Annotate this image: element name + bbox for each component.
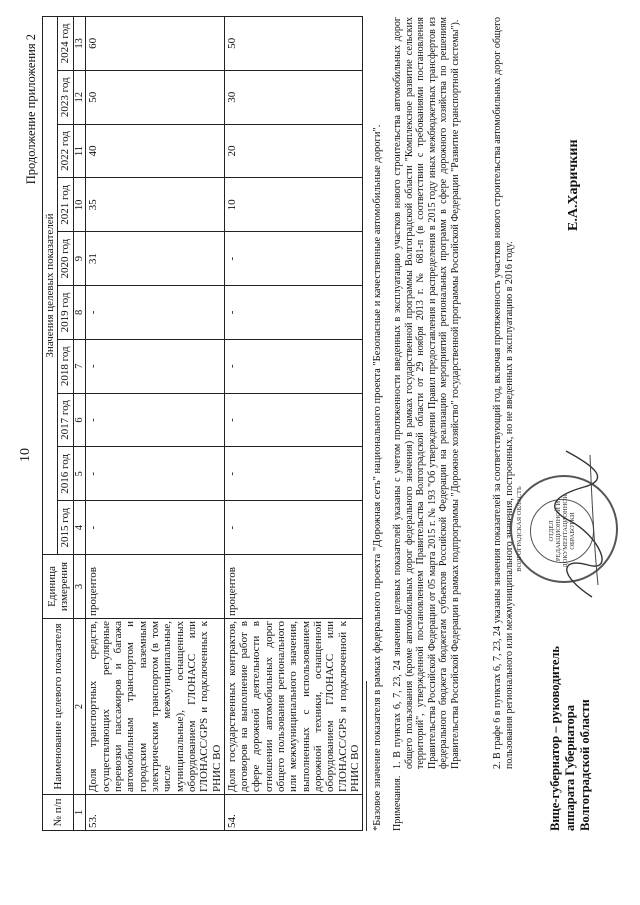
table-column-numbers-row (73, 17, 86, 831)
value-cell: 60 (86, 17, 224, 71)
column-number: 9 (73, 232, 86, 286)
column-number: 12 (73, 70, 86, 124)
col-header-year: 2020 год (58, 232, 73, 286)
column-number: 5 (73, 447, 86, 501)
column-number: 3 (73, 555, 86, 619)
col-header-year: 2021 год (58, 178, 73, 232)
column-number: 10 (73, 178, 86, 232)
value-cell: - (224, 339, 362, 393)
value-cell: 31 (86, 232, 224, 286)
column-number: 4 (73, 501, 86, 555)
handwritten-signature (548, 445, 608, 605)
signatory-title-line: Вице-губернатор – руководитель (548, 645, 562, 831)
signatory-name: Е.А.Харичкин (566, 139, 581, 231)
table-row (224, 17, 362, 831)
row-number: 54. (224, 795, 362, 831)
table-row (86, 17, 224, 831)
indicator-unit: процентов (224, 555, 362, 619)
stamp-center-text: ОТДЕЛ РЕДАКЦИОННОЙ И ДОКУМЕНТАЦИОННОЙ ОБРАБОТКИ (548, 494, 576, 568)
stamp-ring-text: ВОЛГОГРАДСКАЯ ОБЛАСТЬ (516, 486, 523, 572)
col-header-year: 2015 год (58, 501, 73, 555)
value-cell: - (224, 232, 362, 286)
column-number: 1 (73, 795, 86, 831)
table-header-row (43, 17, 58, 831)
page-number: 10 (18, 448, 33, 462)
column-number: 2 (73, 619, 86, 795)
column-number: 13 (73, 17, 86, 71)
row-number: 53. (86, 795, 224, 831)
col-header-year: 2023 год (58, 70, 73, 124)
col-header-year: 2016 год (58, 447, 73, 501)
signatory-title-line: аппарата Губернатора (563, 705, 577, 831)
col-header-year: 2017 год (58, 393, 73, 447)
col-header-name: Наименование целевого показателя (43, 619, 74, 795)
note-1: 1. В пунктах 6, 7, 23, 24 значения целевых показателей указаны с учетом протяженности введенных в эксплуатацию участков нового строительства автомобильных дорог общего пользования (кроме автомобильных дорог федерального значения) в рамках государственной программы Волгоградской области "Комплексное развитие сельских территорий", утвержденной постановлением Правительства Волгоградской области от 29 ноября 2013 г. № 681-п (в соответствии с требованиями постановления Правительства Российской Федерации от 05 марта 2015 г. № 193 "Об утверждении Правил предоставления и распределения в 2015 году иных межбюджетных трансфертов из федерального бюджета бюджетам субъектов Российской Федерации на реализацию мероприятий региональных программ в сфере дорожного хозяйства по решениям Правительства Российской Федерации в рамках подпрограммы "Дорожное хозяйство" государственной программы Российской Федерации "Развитие транспортной системы"). (392, 17, 461, 769)
continuation-label: Продолжение приложения 2 (24, 34, 38, 185)
col-header-year: 2022 год (58, 124, 73, 178)
col-header-values-group: Значения целевых показателей (43, 17, 58, 555)
signatory-title-line: Волгоградской области (578, 699, 592, 831)
column-number: 8 (73, 286, 86, 340)
value-cell: - (86, 501, 224, 555)
indicator-name: Доля транспортных средств, осуществляющих регулярные перевозки пассажиров и багажа автомобильным транспортом и городским наземным электрическим транспортом (в том числе межмуниципальные, муниципальные), оснащенных оборудованием ГЛОНАСС или ГЛОНАСС/GPS и подключенных к РНИС ВО (86, 619, 224, 795)
notes-label: Примечания. (392, 775, 403, 831)
column-number: 6 (73, 393, 86, 447)
value-cell: 50 (86, 70, 224, 124)
col-header-year: 2019 год (58, 286, 73, 340)
col-header-year: 2018 год (58, 339, 73, 393)
value-cell: 50 (224, 17, 362, 71)
col-header-num: № п/п (43, 795, 74, 831)
value-cell: - (224, 501, 362, 555)
value-cell: - (224, 393, 362, 447)
indicator-name: Доля государственных контрактов, договоров на выполнение работ в сфере дорожной деятельности в отношении автомобильных дорог общего пользования регионального или межмуниципального значения, выполненных с использованием дорожной техники, оснащенной оборудованием ГЛОНАСС или ГЛОНАСС/GPS и подключенной к РНИС ВО (224, 619, 362, 795)
column-number: 11 (73, 124, 86, 178)
indicator-unit: процентов (86, 555, 224, 619)
value-cell: 20 (224, 124, 362, 178)
col-header-year: 2024 год (58, 17, 73, 71)
value-cell: 10 (224, 178, 362, 232)
col-header-unit: Единица измерения (43, 555, 74, 619)
value-cell: - (86, 393, 224, 447)
value-cell: - (86, 286, 224, 340)
footnote: *Базовое значение показателя в рамках федерального проекта "Дорожная сеть" национального проекта "Безопасные и качественные автомобильные дороги". (372, 124, 383, 831)
indicators-table (42, 16, 363, 831)
value-cell: - (224, 286, 362, 340)
value-cell: - (224, 447, 362, 501)
value-cell: - (86, 447, 224, 501)
footnote-rule (366, 681, 367, 831)
value-cell: - (86, 339, 224, 393)
signatory-title (548, 591, 593, 831)
note-2: 2. В графе 6 в пунктах 6, 7, 23, 24 указаны значения показателей за соответствующий год, включая протяженность участков нового строительства автомобильных дорог общего пользования регионального или межмуниципального значения, построенных, но не введенных в эксплуатацию в 2016 году. (492, 17, 515, 769)
value-cell: 40 (86, 124, 224, 178)
column-number: 7 (73, 339, 86, 393)
value-cell: 30 (224, 70, 362, 124)
value-cell: 35 (86, 178, 224, 232)
